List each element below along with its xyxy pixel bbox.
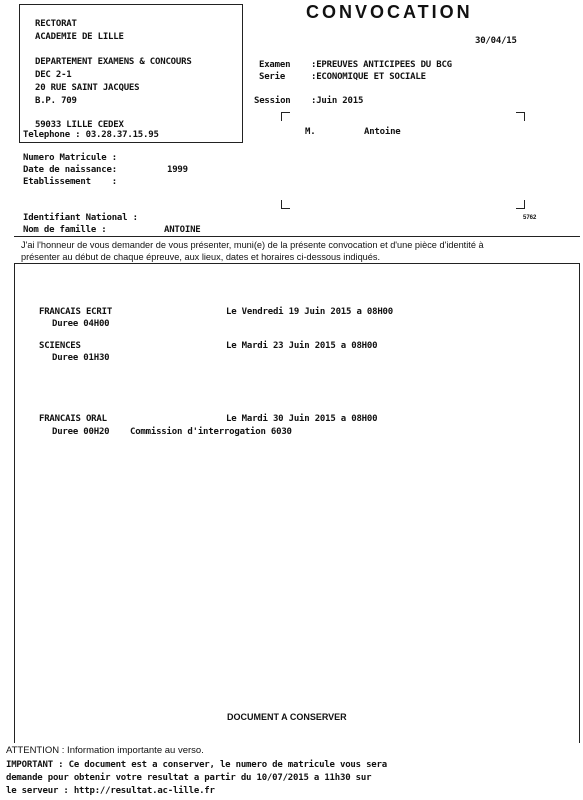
attention-label: ATTENTION	[6, 745, 60, 756]
birth-date-label: Date de naissance:	[23, 165, 117, 175]
exam-duration: Duree 00H20	[52, 427, 110, 437]
examen-value: :EPREUVES ANTICIPEES DU BCG	[311, 60, 452, 70]
session-value: :Juin 2015	[311, 96, 364, 106]
intro-line-2: présenter au début de chaque épreuve, aux lieux, dates et horaires ci-dessous indiqués.	[21, 252, 381, 262]
page-title: CONVOCATION	[306, 2, 473, 22]
serie-value: :ECONOMIQUE ET SOCIALE	[311, 72, 426, 82]
intro-line-1: J'ai l'honneur de vous demander de vous présenter, muni(e) de la présente convocation et d'une pièce d'identité à	[21, 240, 484, 250]
attention-notice	[6, 745, 204, 756]
window-corner-top-right	[516, 112, 525, 121]
sender-rectorat: RECTORAT	[35, 19, 77, 29]
sender-dec: DEC 2-1	[35, 70, 72, 80]
sender-department: DEPARTEMENT EXAMENS & CONCOURS	[35, 57, 192, 67]
family-name-value: ANTOINE	[164, 225, 201, 235]
exam-date: Le Mardi 30 Juin 2015 a 08H00	[226, 414, 378, 424]
recipient-civility: M.	[305, 127, 316, 137]
matricule-label: Numero Matricule :	[23, 153, 117, 163]
intro-top-rule	[14, 236, 580, 237]
exam-subject: FRANCAIS ECRIT	[39, 307, 113, 317]
exam-date: Le Mardi 23 Juin 2015 a 08H00	[226, 341, 378, 351]
sender-bp: B.P. 709	[35, 96, 77, 106]
exam-duration: Duree 01H30	[52, 353, 110, 363]
attention-text: : Information importante au verso.	[59, 745, 204, 756]
important-label: IMPORTANT	[6, 760, 53, 770]
recipient-first-name: Antoine	[364, 127, 401, 137]
phone-number: 03.28.37.15.95	[85, 130, 159, 140]
exam-date: Le Vendredi 19 Juin 2015 a 08H00	[226, 307, 393, 317]
family-name-label: Nom de famille :	[23, 225, 107, 235]
exam-extra: Commission d'interrogation 6030	[130, 427, 292, 437]
recipient-code: 5762	[523, 215, 537, 221]
serie-label: Serie	[259, 72, 286, 82]
window-corner-top-left	[281, 112, 290, 121]
sender-phone: Telephone : 03.28.37.15.95	[23, 130, 159, 140]
sender-street: 20 RUE SAINT JACQUES	[35, 83, 140, 93]
important-text: : Ce document est a conserver, le numero de matricule vous sera	[52, 760, 387, 770]
document-keep-notice: DOCUMENT A CONSERVER	[227, 712, 347, 722]
exam-subject: FRANCAIS ORAL	[39, 414, 107, 424]
examen-label: Examen	[259, 60, 291, 70]
important-line-3: le serveur : http://resultat.ac-lille.fr	[6, 786, 215, 796]
window-corner-bottom-right	[516, 200, 525, 209]
school-label: Etablissement :	[23, 177, 117, 187]
exam-schedule-box	[14, 263, 580, 743]
sender-academie: ACADEMIE DE LILLE	[35, 32, 124, 42]
important-line-2: demande pour obtenir votre resultat a partir du 10/07/2015 a 11h30 sur	[6, 773, 372, 783]
window-corner-bottom-left	[281, 200, 290, 209]
phone-label: Telephone	[23, 130, 70, 140]
session-label: Session	[254, 96, 291, 106]
birth-year: 1999	[167, 165, 188, 175]
exam-duration: Duree 04H00	[52, 319, 110, 329]
document-date: 30/04/15	[475, 36, 517, 46]
national-id-label: Identifiant National :	[23, 213, 138, 223]
sender-city: 59033 LILLE CEDEX	[35, 120, 124, 130]
important-line-1	[6, 760, 387, 770]
exam-subject: SCIENCES	[39, 341, 81, 351]
